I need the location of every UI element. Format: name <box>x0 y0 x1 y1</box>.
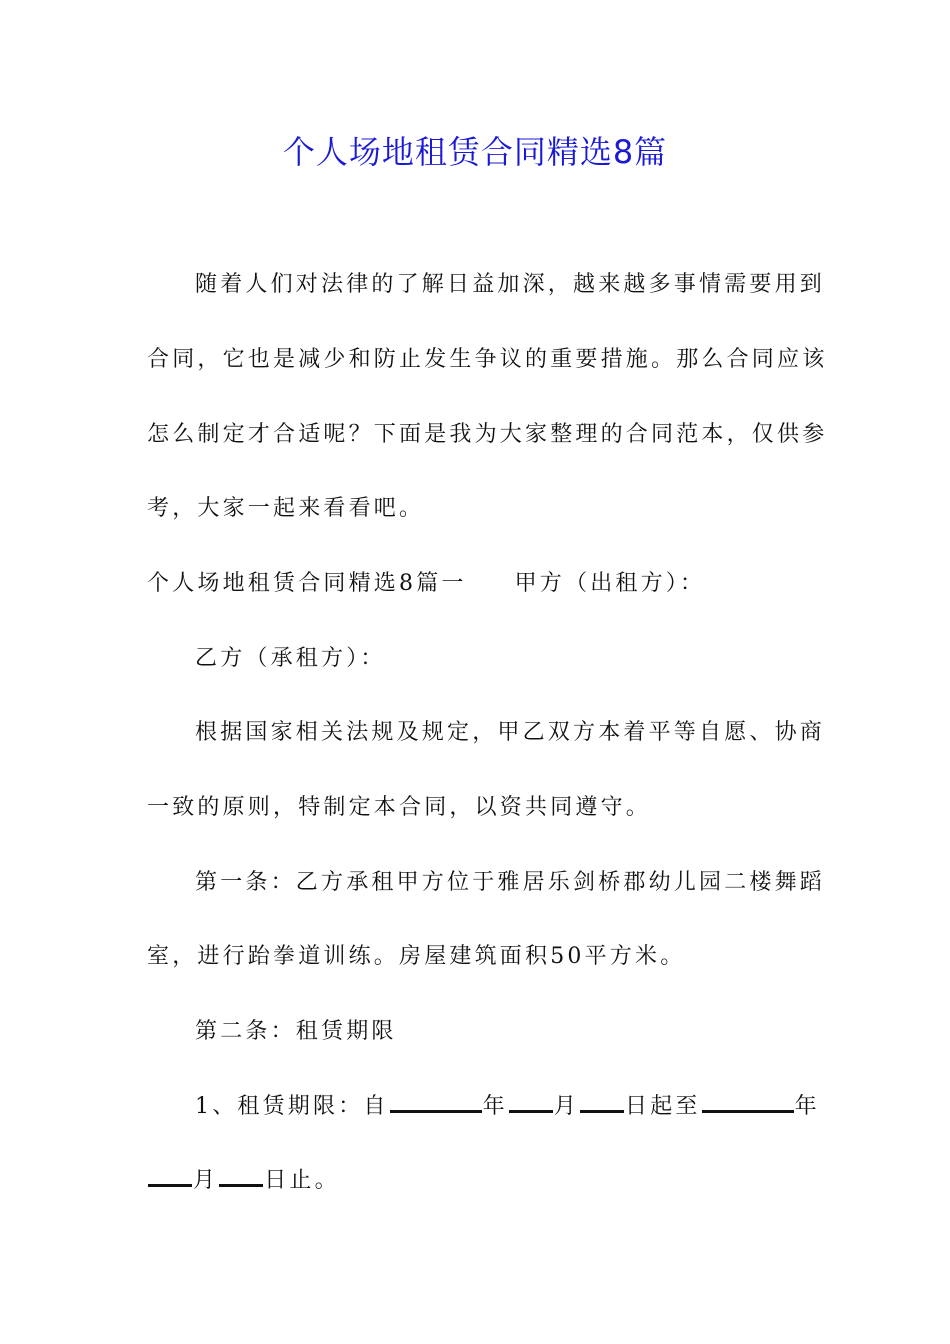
term-line-2 <box>147 1164 807 1198</box>
intro-line-1: 随着人们对法律的了解日益加深，越来越多事情需要用到 <box>195 272 826 297</box>
intro-line-2: 合同，它也是减少和防止发生争议的重要措施。那么合同应该 <box>147 347 828 372</box>
start-year-blank <box>390 1092 482 1113</box>
basis-line-1: 根据国家相关法规及规定，甲乙双方本着平等自愿、协商 <box>195 720 826 745</box>
term-year-2: 年 <box>794 1094 820 1119</box>
document-title: 个人场地租赁合同精选8篇 <box>282 133 668 171</box>
start-month-blank <box>509 1092 553 1113</box>
party-b-label: 乙方（承租方）： <box>195 646 386 671</box>
term-month-2: 月 <box>193 1168 219 1193</box>
term-day-1: 日起至 <box>625 1094 701 1119</box>
intro-line-3: 怎么制定才合适呢？下面是我为大家整理的合同范本，仅供参 <box>147 422 828 447</box>
end-day-blank <box>219 1166 263 1187</box>
article1-line-2: 室，进行跆拳道训练。房屋建筑面积50平方米。 <box>147 944 686 969</box>
party-a-label: 甲方（出租方）： <box>514 571 706 596</box>
term-day-2: 日止。 <box>264 1168 340 1193</box>
section-heading: 个人场地租赁合同精选8篇一 <box>147 571 467 596</box>
intro-line-4: 考，大家一起来看看吧。 <box>147 496 425 521</box>
section-heading-line <box>147 567 807 601</box>
term-month-1: 月 <box>553 1094 580 1119</box>
term-line-1 <box>195 1090 820 1124</box>
end-year-blank <box>702 1092 794 1113</box>
term-prefix: 1、租赁期限：自 <box>195 1094 389 1119</box>
end-month-blank <box>148 1166 192 1187</box>
basis-line-2: 一致的原则，特制定本合同，以资共同遵守。 <box>147 795 652 820</box>
term-year-1: 年 <box>482 1094 508 1119</box>
article1-line-1: 第一条：乙方承租甲方位于雅居乐剑桥郡幼儿园二楼舞蹈 <box>195 870 826 895</box>
start-day-blank <box>580 1092 624 1113</box>
article2-heading: 第二条：租赁期限 <box>195 1019 397 1044</box>
